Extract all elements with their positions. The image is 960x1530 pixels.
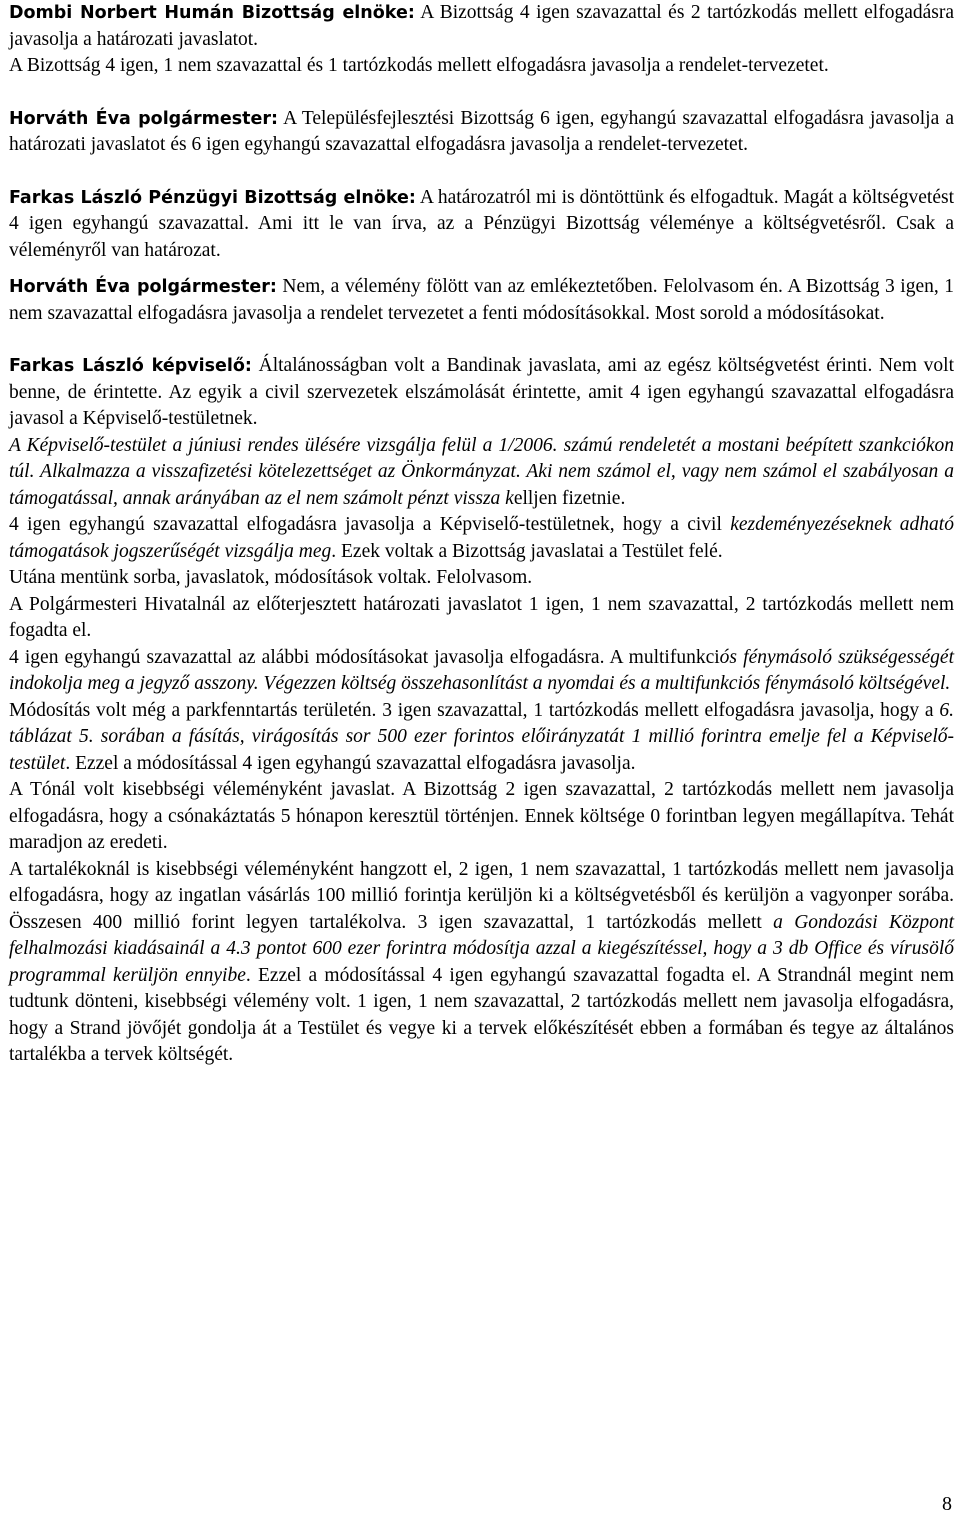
paragraph (9, 857, 954, 1069)
body-text: . Ezzel a módosítással 4 igen egyhangú szavazattal fogadta el. A Strandnál megint nem tudtunk dönteni, kisebbségi vélemény volt. 1 igen, 1 nem szavazattal, 2 tartózkodás mellett nem javasolja elfogadásra, hogy a Strand jövőjét gondolja át a Testület és vegye ki a tervek előkészítését ebben a formában és tegye az általános tartalékba a tervek költségét. (9, 964, 955, 1065)
body-text: A határozatról mi is döntöttünk és elfogadtuk. Magát a költségvetést 4 igen egyhangú szavazattal. Ami itt le van írva, az a Pénzügyi Bizottság véleménye a költségvetésről. Csak a véleményről van határozat. (9, 186, 955, 261)
paragraph-gap (9, 264, 954, 274)
paragraph (9, 185, 954, 265)
body-text: A tartalékoknál is kisebbségi véleményként hangzott el, 2 igen, 1 nem szavazattal, 1 tartózkodás mellett nem javasolja elfogadásra, hogy az ingatlan vásárlás 100 millió forintja kerüljön ki a költségvetésből és kerüljön a vagyonper sorába. Összesen 400 millió forint legyen tartalékolva. 3 igen szavazattal, 1 tartózkodás mellett (9, 858, 954, 933)
italic-text: kezdeményezéseknek adható támogatások jogszerűségét vizsgálja meg (9, 514, 954, 562)
italic-text: A Képviselő-testület a júniusi rendes ülésére vizsgálja felül a 1/2006. számú rendeletét a mostani beépített szankciókon túl. Alkalmazza a visszafizetési kötelezettséget az Önkormányzat. Aki nem számol el, vagy nem számol el szabályosan a támogatással, annak arányában az el nem számolt pénzt vissza k (9, 434, 954, 509)
document-body (9, 0, 954, 1069)
speaker-name: Farkas László Pénzügyi Bizottság elnöke: (9, 187, 416, 208)
body-text: . Ezzel a módosítással 4 igen egyhangú szavazattal elfogadásra javasolja. (65, 752, 636, 774)
paragraph-gap (9, 327, 954, 353)
body-text: 4 igen egyhangú szavazattal elfogadásra javasolja a Képviselő-testületnek, hogy a civil (9, 514, 731, 535)
paragraph (9, 592, 954, 645)
paragraph-gap (9, 159, 954, 185)
body-text: A Bizottság 4 igen, 1 nem szavazattal és 1 tartózkodás mellett elfogadásra javasolja a rendelet-tervezetet. (9, 55, 829, 76)
body-text: . Ezek voltak a Bizottság javaslatai a Testület felé. (331, 540, 723, 562)
body-text: Általánosságban volt a Bandinak javaslata, ami az egész költségvetést érinti. Nem volt benne, de érintette. Az egyik a civil szervezetek elszámolását érintette, amit 4 igen egyhangú szavazattal elfogadásra javasol a Képviselő-testületnek. (9, 355, 954, 429)
italic-text: a Gondozási Központ felhalmozási kiadásainál a 4.3 pontot 600 ezer forintra módosítja azzal a kiegészítéssel, hogy a 3 db Office és vírusölő programmal kerüljön ennyibe (9, 911, 954, 986)
paragraph (9, 433, 954, 513)
paragraph (9, 53, 954, 80)
body-text: Nem, a vélemény fölött van az emlékeztetőben. Felolvasom én. A Bizottság 3 igen, 1 nem szavazattal elfogadásra javasolja a rendelet tervezetet a fenti módosításokkal. Most sorold a módosításokat. (9, 276, 954, 324)
speaker-name: Dombi Norbert Humán Bizottság elnöke: (9, 3, 415, 23)
body-text: A Tónál volt kisebbségi véleményként javaslat. A Bizottság 2 igen szavazattal, 2 tartózkodás mellett nem javasolja elfogadásra, hogy a csónakáztatás 5 hónapon keresztül történjen. Ennek költsége 0 forintban legyen megállapítva. Tehát maradjon az eredeti. (9, 779, 954, 853)
paragraph (9, 565, 954, 592)
body-text: 4 igen egyhangú szavazattal az alábbi módosításokat javasolja elfogadásra. A multifunkci (9, 646, 720, 668)
speaker-name: Farkas László képviselő: (9, 356, 252, 376)
body-text: A Polgármesteri Hivatalnál az előterjesztett határozati javaslatot 1 igen, 1 nem szavazattal, 2 tartózkodás mellett nem fogadta el. (9, 593, 954, 641)
speaker-name: Horváth Éva polgármester: (9, 108, 279, 129)
paragraph (9, 106, 954, 159)
page-number: 8 (942, 1493, 952, 1515)
paragraph (9, 698, 954, 778)
body-text: elljen fizetnie. (513, 487, 626, 509)
paragraph (9, 777, 954, 857)
body-text: A Bizottság 4 igen szavazattal és 2 tartózkodás mellett elfogadásra javasolja a határozati javaslatot. (9, 2, 954, 50)
italic-text: ós fénymásoló szükségességét indokolja meg a jegyző asszony. Végezzen költség összehasonlítást a nyomdai és a multifunkciós fénymásoló költségével. (9, 646, 954, 694)
paragraph (9, 0, 954, 53)
paragraph (9, 274, 954, 327)
paragraph (9, 645, 954, 698)
body-text: A Településfejlesztési Bizottság 6 igen, egyhangú szavazattal elfogadásra javasolja a határozati javaslatot és 6 igen egyhangú szavazattal elfogadásra javasolja a rendelet-tervezetet. (9, 107, 955, 155)
italic-text: 6. táblázat 5. sorában a fásítás, virágosítás sor 500 ezer forintos előirányzatát 1 millió forintra emelje fel a Képviselő-testület (9, 699, 954, 774)
paragraph-gap (9, 80, 954, 106)
body-text: Utána mentünk sorba, javaslatok, módosítások voltak. Felolvasom. (9, 567, 533, 588)
body-text: Módosítás volt még a parkfenntartás területén. 3 igen szavazattal, 1 tartózkodás mellett elfogadásra javasolja, hogy a (9, 699, 940, 721)
paragraph (9, 353, 954, 433)
paragraph (9, 512, 954, 565)
speaker-name: Horváth Éva polgármester: (9, 277, 277, 297)
